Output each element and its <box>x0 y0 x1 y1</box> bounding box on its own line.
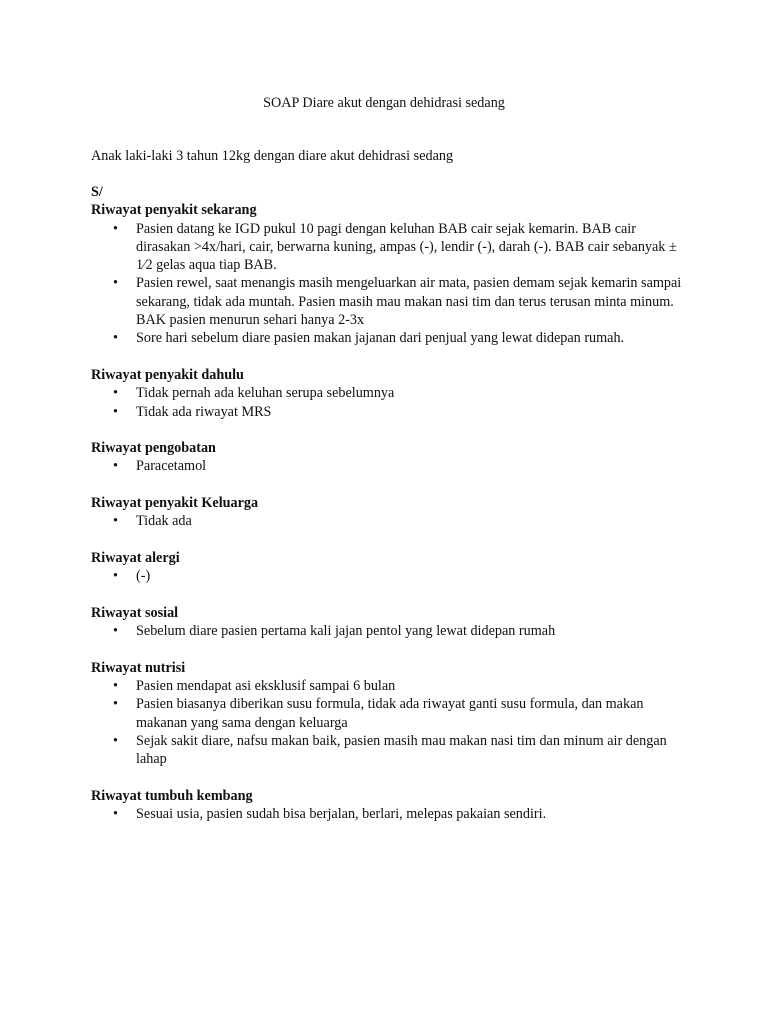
section-riwayat-tumbuh-kembang <box>91 787 691 824</box>
list-item: • (-) <box>91 567 691 585</box>
section-riwayat-alergi <box>91 549 691 586</box>
section-heading: Riwayat penyakit Keluarga <box>91 495 259 512</box>
section-heading: Riwayat alergi <box>91 549 180 566</box>
list-item: • Pasien rewel, saat menangis masih mengeluarkan air mata, pasien demam sejak kemarin sampai sekarang, tidak ada muntah. Pasien masih mau makan nasi tim dan terus terusan minta minum. BAK pasien menurun sehari hanya 2-3x <box>91 274 691 329</box>
list-item: • Sesuai usia, pasien sudah bisa berjalan, berlari, melepas pakaian sendiri. <box>91 805 691 823</box>
bullet-list <box>91 622 691 640</box>
list-item: • Pasien datang ke IGD pukul 10 pagi dengan keluhan BAB cair sejak kemarin. BAB cair dirasakan >4x/hari, cair, berwarna kuning, ampas (-), lendir (-), darah (-). BAB cair sebanyak ± 1⁄2 gelas aqua tiap BAB. <box>91 220 691 275</box>
bullet-list <box>91 567 691 585</box>
section-riwayat-penyakit-dahulu <box>91 366 691 421</box>
section-heading: Riwayat nutrisi <box>91 659 186 676</box>
list-item: • Sebelum diare pasien pertama kali jajan pentol yang lewat didepan rumah <box>91 622 691 640</box>
list-item: • Paracetamol <box>91 457 691 475</box>
bullet-list <box>91 805 691 823</box>
section-heading: Riwayat sosial <box>91 604 179 621</box>
section-heading: Riwayat tumbuh kembang <box>91 787 253 804</box>
list-item: • Pasien biasanya diberikan susu formula, tidak ada riwayat ganti susu formula, dan makan makanan yang sama dengan keluarga <box>91 695 691 732</box>
list-item: • Tidak ada <box>91 512 691 530</box>
section-riwayat-sosial <box>91 604 691 641</box>
list-item: • Pasien mendapat asi eksklusif sampai 6 bulan <box>91 677 691 695</box>
section-heading: Riwayat penyakit sekarang <box>91 202 257 219</box>
list-item: • Tidak ada riwayat MRS <box>91 403 691 421</box>
section-riwayat-penyakit-keluarga <box>91 494 691 531</box>
subjective-content <box>91 183 691 842</box>
section-heading: Riwayat penyakit dahulu <box>91 366 244 383</box>
bullet-list <box>91 457 691 475</box>
subjective-label: S/ <box>91 184 103 200</box>
bullet-list <box>91 677 691 768</box>
list-item: • Sejak sakit diare, nafsu makan baik, pasien masih mau makan nasi tim dan minum air dengan lahap <box>91 732 691 769</box>
section-riwayat-penyakit-sekarang <box>91 201 691 347</box>
section-riwayat-pengobatan <box>91 439 691 476</box>
bullet-list <box>91 512 691 530</box>
list-item: • Sore hari sebelum diare pasien makan jajanan dari penjual yang lewat didepan rumah. <box>91 329 691 347</box>
patient-summary: Anak laki-laki 3 tahun 12kg dengan diare akut dehidrasi sedang <box>91 148 454 164</box>
section-riwayat-nutrisi <box>91 659 691 769</box>
section-heading: Riwayat pengobatan <box>91 440 216 457</box>
document-title: SOAP Diare akut dengan dehidrasi sedang <box>263 95 505 111</box>
bullet-list <box>91 384 691 421</box>
list-item: • Tidak pernah ada keluhan serupa sebelumnya <box>91 384 691 402</box>
bullet-list <box>91 220 691 348</box>
